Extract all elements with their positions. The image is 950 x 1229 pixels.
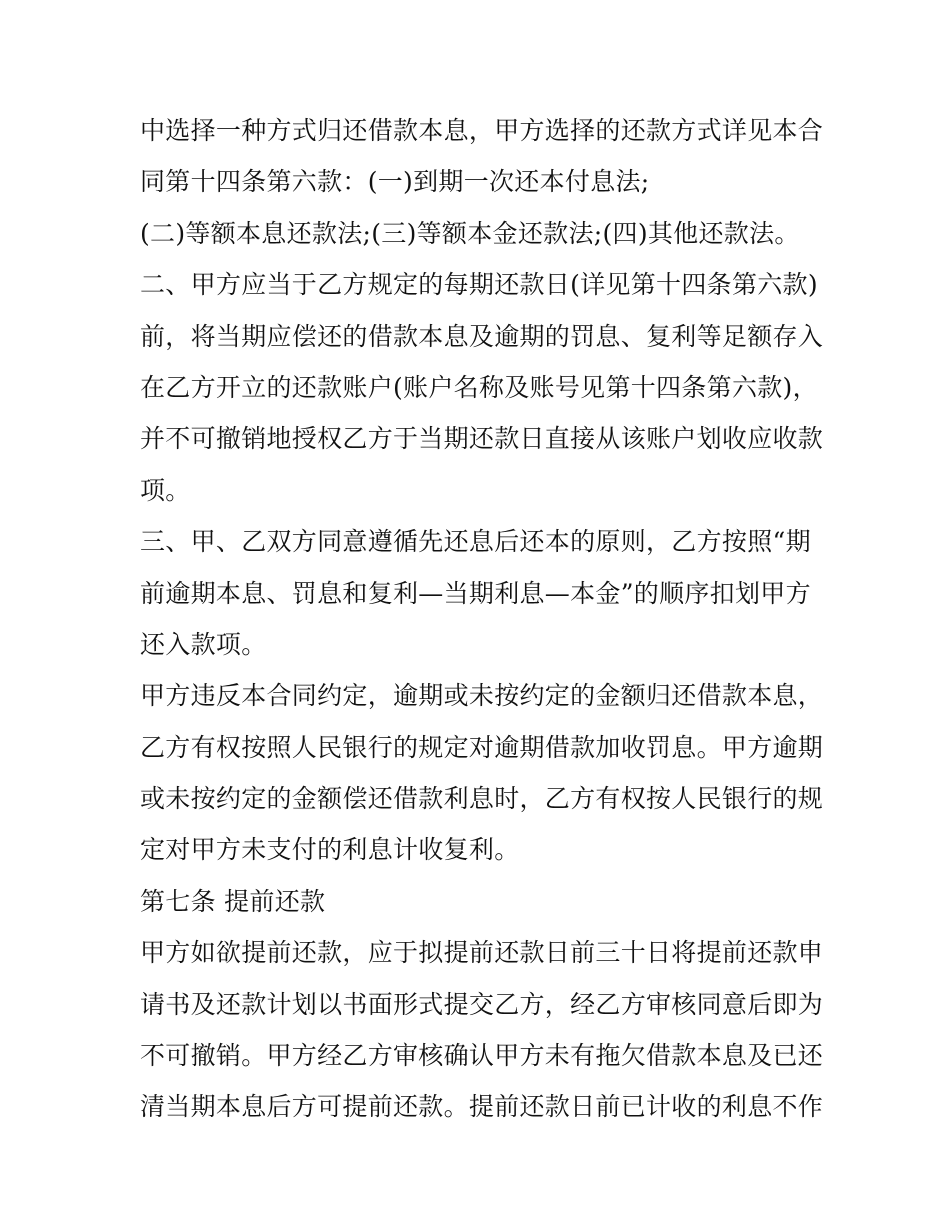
- text-line: 甲方如欲提前还款，应于拟提前还款日前三十日将提前还款申: [140, 938, 824, 968]
- contract-text-block: [140, 105, 824, 1133]
- text-line: 二、甲方应当于乙方规定的每期还款日(详见第十四条第六款): [140, 270, 818, 300]
- text-line: (二)等额本息还款法;(三)等额本金还款法;(四)其他还款法。: [140, 218, 800, 248]
- text-line: 同第十四条第六款：(一)到期一次还本付息法;: [140, 167, 650, 197]
- text-line: 前逾期本息、罚息和复利—当期利息—本金”的顺序扣划甲方: [140, 578, 811, 608]
- text-line: 定对甲方未支付的利息计收复利。: [140, 835, 520, 865]
- text-line: 中选择一种方式归还借款本息，甲方选择的还款方式详见本合: [140, 116, 824, 145]
- text-line: 清当期本息后方可提前还款。提前还款日前已计收的利息不作: [140, 1092, 824, 1122]
- section-heading: 第七条 提前还款: [140, 886, 326, 916]
- text-line: 还入款项。: [140, 629, 267, 659]
- text-line: 并不可撤销地授权乙方于当期还款日直接从该账户划收应收款: [140, 424, 824, 454]
- text-line: 甲方违反本合同约定，逾期或未按约定的金额归还借款本息，: [140, 681, 824, 711]
- text-line: 乙方有权按照人民银行的规定对逾期借款加收罚息。甲方逾期: [140, 732, 824, 762]
- text-line: 不可撤销。甲方经乙方审核确认甲方未有拖欠借款本息及已还: [140, 1041, 824, 1071]
- text-line: 请书及还款计划以书面形式提交乙方，经乙方审核同意后即为: [140, 989, 824, 1019]
- text-line: 在乙方开立的还款账户(账户名称及账号见第十四条第六款)，: [140, 372, 818, 402]
- text-line: 或未按约定的金额偿还借款利息时，乙方有权按人民银行的规: [140, 784, 824, 814]
- text-line: 三、甲、乙双方同意遵循先还息后还本的原则，乙方按照“期: [140, 527, 811, 557]
- text-line: 项。: [140, 475, 191, 505]
- text-line: 前，将当期应偿还的借款本息及逾期的罚息、复利等足额存入: [140, 321, 824, 351]
